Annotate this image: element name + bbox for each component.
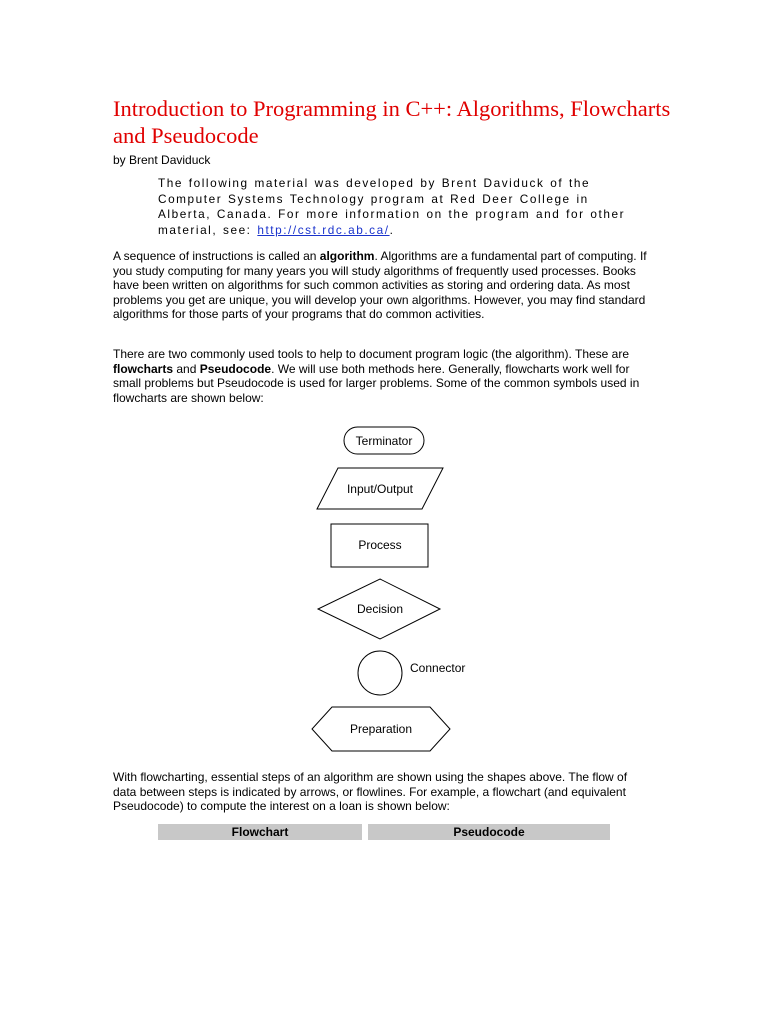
flowcharting-paragraph: With flowcharting, essential steps of an algorithm are shown using the shapes above. The flow of data between steps is indicated by arrows, or flowlines. For example, a flowchart (and equivalent Pseudocode) to compute the interest on a loan is shown below: bbox=[113, 770, 628, 814]
preparation-label: Preparation bbox=[349, 722, 413, 736]
decision-symbol bbox=[318, 579, 440, 639]
program-link[interactable]: http://cst.rdc.ab.ca/ bbox=[257, 222, 390, 237]
source-note-text: The following material was developed by Brent Daviduck of the Computer Systems Technology program at Red Deer College in Alberta, Canada. For more information on the program and for other material, see: bbox=[158, 176, 626, 237]
input-output-symbol bbox=[317, 468, 443, 509]
connector-label: Connector bbox=[410, 661, 466, 675]
source-note-trailing: . bbox=[389, 222, 395, 237]
tools-paragraph bbox=[113, 347, 648, 405]
process-symbol bbox=[331, 524, 428, 567]
input-output-label: Input/Output bbox=[346, 482, 414, 496]
preparation-symbol bbox=[312, 707, 450, 751]
para2-text-before: There are two commonly used tools to help to document program logic (the algorithm). These are bbox=[113, 347, 630, 361]
flowchart-symbols-diagram bbox=[300, 420, 500, 765]
terminator-symbol bbox=[344, 427, 424, 454]
algorithm-paragraph bbox=[113, 249, 648, 322]
term-algorithm: algorithm bbox=[319, 249, 375, 263]
para2-text-after: . We will use both methods here. Generally, flowcharts work well for small problems but Pseudocode is used for larger problems. Some of the common symbols used in flowcharts are shown below: bbox=[113, 361, 640, 405]
page-title: Introduction to Programming in C++: Algorithms, Flowcharts and Pseudocode bbox=[113, 96, 671, 148]
para1-text-before: A sequence of instructions is called an bbox=[113, 249, 320, 263]
process-label: Process bbox=[358, 538, 402, 552]
para2-text-mid: and bbox=[173, 361, 200, 376]
decision-label: Decision bbox=[356, 602, 404, 616]
para1-text-after: . Algorithms are a fundamental part of computing. If you study computing for many years you will study algorithms of frequently used processes. Books have been written on algorithms for such common activities as storing and ordering data. As most problems you get are unique, you will develop your own algorithms. However, you may find standard algorithms for those parts of your programs that do common activities. bbox=[113, 249, 647, 322]
author-byline: by Brent Daviduck bbox=[113, 153, 211, 167]
connector-symbol bbox=[358, 651, 465, 695]
terminator-label: Terminator bbox=[355, 434, 413, 448]
pseudocode-column-header: Pseudocode bbox=[368, 824, 610, 840]
source-note bbox=[158, 176, 628, 238]
flowchart-column-header: Flowchart bbox=[158, 824, 362, 840]
term-pseudocode: Pseudocode bbox=[199, 361, 272, 376]
term-flowcharts: flowcharts bbox=[113, 361, 174, 376]
